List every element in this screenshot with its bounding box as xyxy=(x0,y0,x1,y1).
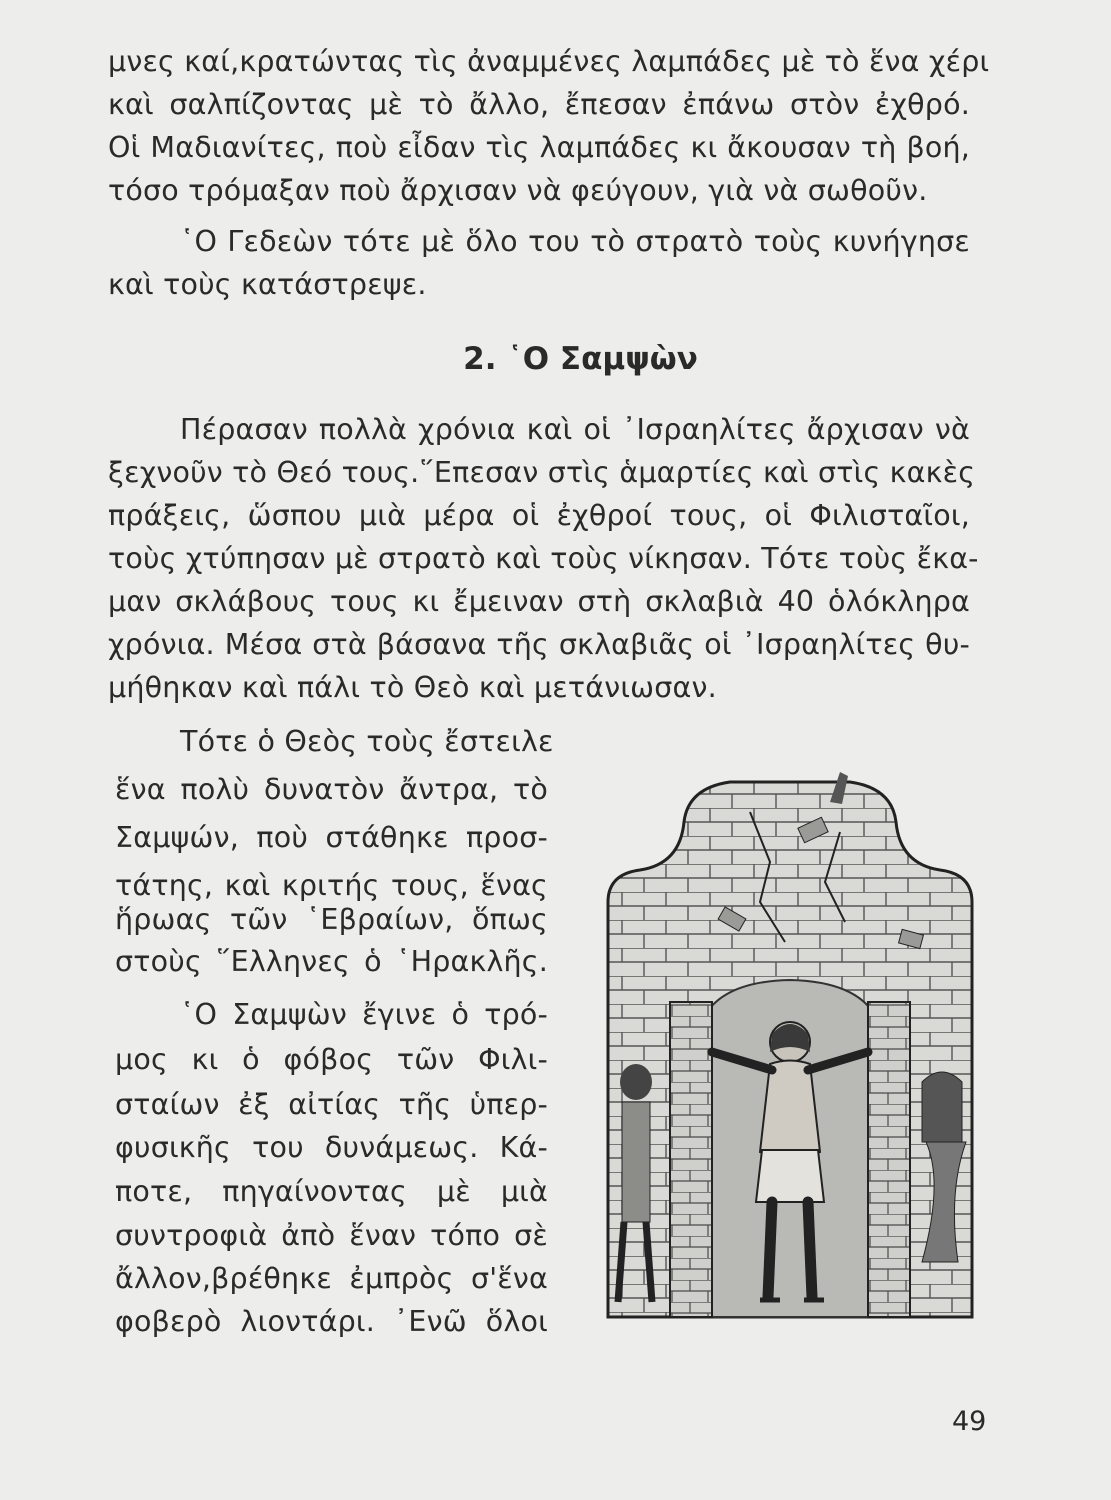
text-line: στοὺς ῞Ελληνες ὁ ῾Ηρακλῆς. xyxy=(115,945,548,978)
text-line: τοὺς χτύπησαν μὲ στρατὸ καὶ τοὺς νίκησαν. Τότε τοὺς ἔκα- xyxy=(108,542,979,575)
samson-illustration xyxy=(600,752,980,1322)
section-heading: 2. ῾Ο Σαμψὼν xyxy=(463,341,698,377)
text-line: φυσικῆς του δυνάμεως. Κά- xyxy=(115,1131,548,1164)
text-line: ἄλλον,βρέθηκε ἐμπρὸς σ'ἕνα xyxy=(115,1262,548,1295)
text-line: πράξεις, ὥσπου μιὰ μέρα οἱ ἐχθροί τους, οἱ Φιλισταῖοι, xyxy=(108,499,970,532)
text-line: συντροφιὰ ἀπὸ ἕναν τόπο σὲ xyxy=(115,1219,548,1252)
text-line: μαν σκλάβους τους κι ἔμειναν στὴ σκλαβιὰ 40 ὁλόκληρα xyxy=(108,585,970,618)
text-line: μνες καί,κρατώντας τὶς ἀναμμένες λαμπάδες μὲ τὸ ἕνα χέρι xyxy=(108,45,990,78)
text-line: τόσο τρόμαξαν ποὺ ἄρχισαν νὰ φεύγουν, γιὰ νὰ σωθοῦν. xyxy=(108,174,928,207)
text-line: ῾Ο Σαμψὼν ἔγινε ὁ τρό- xyxy=(180,998,548,1031)
text-line: Πέρασαν πολλὰ χρόνια καὶ οἱ ᾿Ισραηλίτες ἄρχισαν νὰ xyxy=(180,413,970,446)
text-line: Οἱ Μαδιανίτες, ποὺ εἶδαν τὶς λαμπάδες κι ἄκουσαν τὴ βοή, xyxy=(108,131,970,164)
text-line: χρόνια. Μέσα στὰ βάσανα τῆς σκλαβιᾶς οἱ ᾿Ισραηλίτες θυ- xyxy=(108,628,970,661)
text-line: σταίων ἐξ αἰτίας τῆς ὑπερ- xyxy=(115,1088,548,1121)
text-line: μήθηκαν καὶ πάλι τὸ Θεὸ καὶ μετάνιωσαν. xyxy=(108,671,717,704)
text-line: καὶ τοὺς κατάστρεψε. xyxy=(108,268,427,301)
text-line: ξεχνοῦν τὸ Θεό τους.῞Επεσαν στὶς ἁμαρτίες καὶ στὶς κακὲς xyxy=(108,456,976,489)
text-line: μος κι ὁ φόβος τῶν Φιλι- xyxy=(115,1043,548,1076)
text-line: Σαμψών, ποὺ στάθηκε προσ- xyxy=(115,821,548,854)
text-line: ἕνα πολὺ δυνατὸν ἄντρα, τὸ xyxy=(115,773,548,806)
text-line: τάτης, καὶ κριτής τους, ἕνας xyxy=(115,869,548,902)
text-line: καὶ σαλπίζοντας μὲ τὸ ἄλλο, ἔπεσαν ἐπάνω στὸν ἐχθρό. xyxy=(108,88,970,121)
text-line: ἥρωας τῶν ῾Εβραίων, ὅπως xyxy=(115,903,548,936)
text-line: φοβερὸ λιοντάρι. ᾿Ενῶ ὅλοι xyxy=(115,1305,548,1338)
page-number: 49 xyxy=(952,1406,987,1437)
text-line: Τότε ὁ Θεὸς τοὺς ἔστειλε xyxy=(180,725,554,758)
text-line: ποτε, πηγαίνοντας μὲ μιὰ xyxy=(115,1175,548,1208)
text-line: ῾Ο Γεδεὼν τότε μὲ ὅλο του τὸ στρατὸ τοὺς κυνήγησε xyxy=(180,225,970,258)
